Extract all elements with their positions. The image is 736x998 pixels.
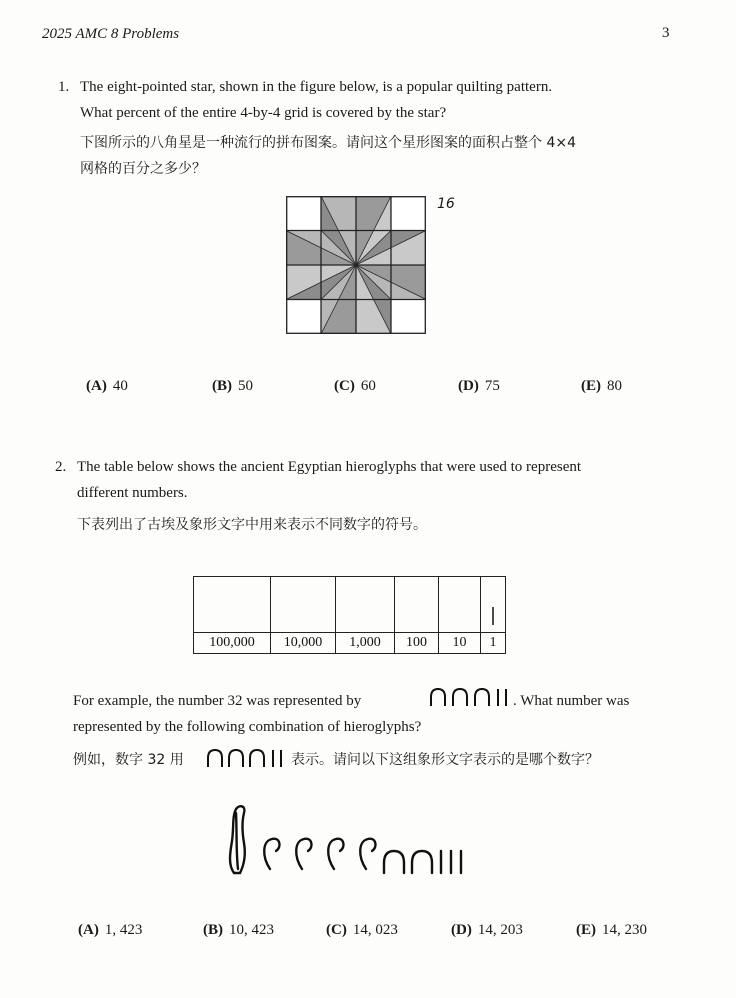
handwritten-annotation: 16 — [437, 196, 455, 212]
zh-example-hieroglyph-32 — [205, 747, 291, 769]
choice-letter: (E) — [576, 922, 596, 938]
page-header-title: 2025 AMC 8 Problems — [42, 26, 180, 42]
choice-value: 10, 423 — [229, 922, 274, 938]
hieroglyph-combination — [222, 803, 472, 879]
q2-choice-a[interactable] — [78, 922, 142, 939]
q2-choice-c[interactable] — [326, 922, 398, 939]
q1-zh-line1: 下图所示的八角星是一种流行的拼布图案。请问这个星形图案的面积占整个 4×4 — [80, 135, 576, 151]
q1-zh-line2: 网格的百分之多少？ — [80, 161, 206, 177]
choice-value: 14, 230 — [602, 922, 647, 938]
hieroglyph-cell-1 — [481, 577, 506, 633]
q2-choice-e[interactable] — [576, 922, 647, 939]
q2-zh-example-post: 表示。请问以下这组象形文字表示的是哪个数字？ — [291, 752, 599, 768]
q2-zh-example-pre: 例如，数字 32 用 — [73, 752, 184, 768]
choice-value: 60 — [360, 378, 376, 394]
table-value: 1,000 — [336, 633, 395, 654]
stroke-hieroglyph — [488, 605, 498, 627]
q1-number: 1. — [58, 79, 70, 95]
q1-choice-e[interactable] — [581, 378, 622, 395]
q1-choice-b[interactable] — [212, 378, 253, 395]
q2-example-pre: For example, the number 32 was represented by — [73, 693, 362, 709]
q2-example-line2: represented by the following combination of hieroglyphs? — [73, 719, 422, 735]
choice-letter: (C) — [334, 378, 355, 394]
choice-value: 50 — [238, 378, 253, 394]
choice-letter: (E) — [581, 378, 601, 394]
choice-letter: (A) — [78, 922, 99, 938]
choice-value: 14, 023 — [352, 922, 398, 938]
hieroglyph-table — [193, 576, 506, 654]
q2-text-line1: The table below shows the ancient Egyptian hieroglyphs that were used to represent — [77, 459, 582, 475]
choice-letter: (D) — [458, 378, 479, 394]
q2-choice-b[interactable] — [203, 922, 274, 939]
q1-choice-a[interactable] — [86, 378, 128, 395]
q2-text-line2: different numbers. — [77, 485, 188, 501]
table-value: 1 — [481, 633, 506, 654]
page-number: 3 — [662, 25, 670, 41]
choice-value: 1, 423 — [104, 922, 143, 938]
q2-number: 2. — [55, 459, 67, 475]
hieroglyph-cell-100 — [395, 577, 439, 633]
quilt-star-figure — [286, 196, 426, 334]
choice-letter: (B) — [212, 378, 232, 394]
q1-choice-c[interactable] — [334, 378, 376, 395]
choice-value: 75 — [484, 378, 500, 394]
choice-value: 80 — [607, 378, 622, 394]
hieroglyph-cell-10 — [439, 577, 481, 633]
choice-value: 40 — [112, 378, 128, 394]
q1-choice-d[interactable] — [458, 378, 500, 395]
q2-zh-line1: 下表列出了古埃及象形文字中用来表示不同数字的符号。 — [77, 517, 427, 533]
table-value: 10 — [439, 633, 481, 654]
choice-letter: (D) — [451, 922, 472, 938]
q2-choice-d[interactable] — [451, 922, 523, 939]
table-value: 100 — [395, 633, 439, 654]
hieroglyph-cell-1000 — [336, 577, 395, 633]
choice-letter: (C) — [326, 922, 347, 938]
choice-letter: (B) — [203, 922, 223, 938]
q1-text-line1: The eight-pointed star, shown in the figure below, is a popular quilting pattern. — [80, 79, 553, 95]
example-hieroglyph-32 — [428, 686, 518, 708]
hieroglyph-cell-10000 — [271, 577, 336, 633]
table-value: 10,000 — [271, 633, 336, 654]
q2-example-post: . What number was — [513, 693, 630, 709]
hieroglyph-cell-100000 — [194, 577, 271, 633]
table-value: 100,000 — [194, 633, 271, 654]
choice-value: 14, 203 — [477, 922, 523, 938]
choice-letter: (A) — [86, 378, 107, 394]
q1-text-line2: What percent of the entire 4-by-4 grid is covered by the star? — [80, 105, 447, 121]
